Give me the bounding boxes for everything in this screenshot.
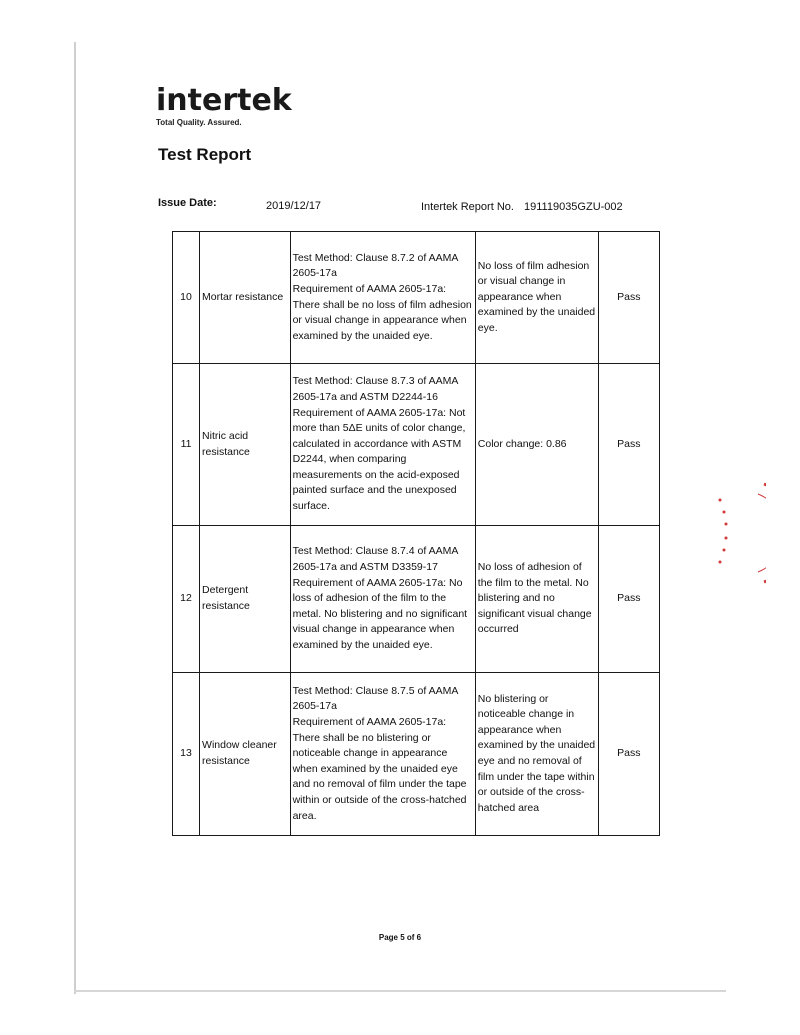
table-row [173,673,660,836]
test-requirement: Test Method: Clause 8.7.5 of AAMA 2605-17a Requirement of AAMA 2605-17a: There shall be no blistering or noticeable change in appearance when examined by the unaided eye and no removal of film under the tape within or outside of the cross-hatched area. [290,673,475,836]
row-number: 12 [173,526,200,673]
report-no-value: 191119035GZU-002 [524,201,623,213]
verdict: Pass [598,232,659,364]
page-title: Test Report [158,145,252,164]
row-number: 11 [173,364,200,526]
logo-wordmark: intertek [156,83,292,118]
page-number: Page 5 of 6 [378,933,422,942]
test-requirement: Test Method: Clause 8.7.2 of AAMA 2605-17a Requirement of AAMA 2605-17a: There shall be no loss of film adhesion or visual change in appearance when examined by the unaided eye. [290,232,475,364]
page-edge-left [74,42,76,994]
verdict: Pass [598,673,659,836]
test-result: Color change: 0.86 [475,364,598,526]
table-row [173,232,660,364]
page-edge-bottom [74,990,726,992]
table-row [173,526,660,673]
test-result: No loss of film adhesion or visual change in appearance when examined by the unaided eye. [475,232,598,364]
verdict: Pass [598,526,659,673]
test-item: Mortar resistance [200,232,291,364]
row-number: 13 [173,673,200,836]
logo-tagline: Total Quality. Assured. [156,118,242,127]
results-table [172,231,660,836]
test-requirement: Test Method: Clause 8.7.3 of AAMA 2605-17a and ASTM D2244-16 Requirement of AAMA 2605-17a: Not more than 5ΔE units of color change, calculated in accordance with ASTM D2244, when comparing measurements on the acid-exposed painted surface and the unexposed surface. [290,364,475,526]
issue-date-value: 2019/12/17 [266,200,322,212]
test-item: Detergent resistance [200,526,291,673]
test-result: No blistering or noticeable change in appearance when examined by the unaided eye and no removal of film under the tape within or outside of the cross-hatched area [475,673,598,836]
intertek-logo [156,83,292,127]
test-item: Window cleaner resistance [200,673,291,836]
issue-date-label: Issue Date: [158,197,217,209]
verdict: Pass [598,364,659,526]
test-result: No loss of adhesion of the film to the metal. No blistering and no significant visual change occurred [475,526,598,673]
test-requirement: Test Method: Clause 8.7.4 of AAMA 2605-17a and ASTM D3359-17 Requirement of AAMA 2605-17a: No loss of adhesion of the film to the metal. No blistering and no significant visual change in appearance when examined by the unaided eye. [290,526,475,673]
company-seal-stamp [706,478,766,588]
report-no-label: Intertek Report No. [421,201,514,213]
table-row [173,364,660,526]
row-number: 10 [173,232,200,364]
test-item: Nitric acid resistance [200,364,291,526]
